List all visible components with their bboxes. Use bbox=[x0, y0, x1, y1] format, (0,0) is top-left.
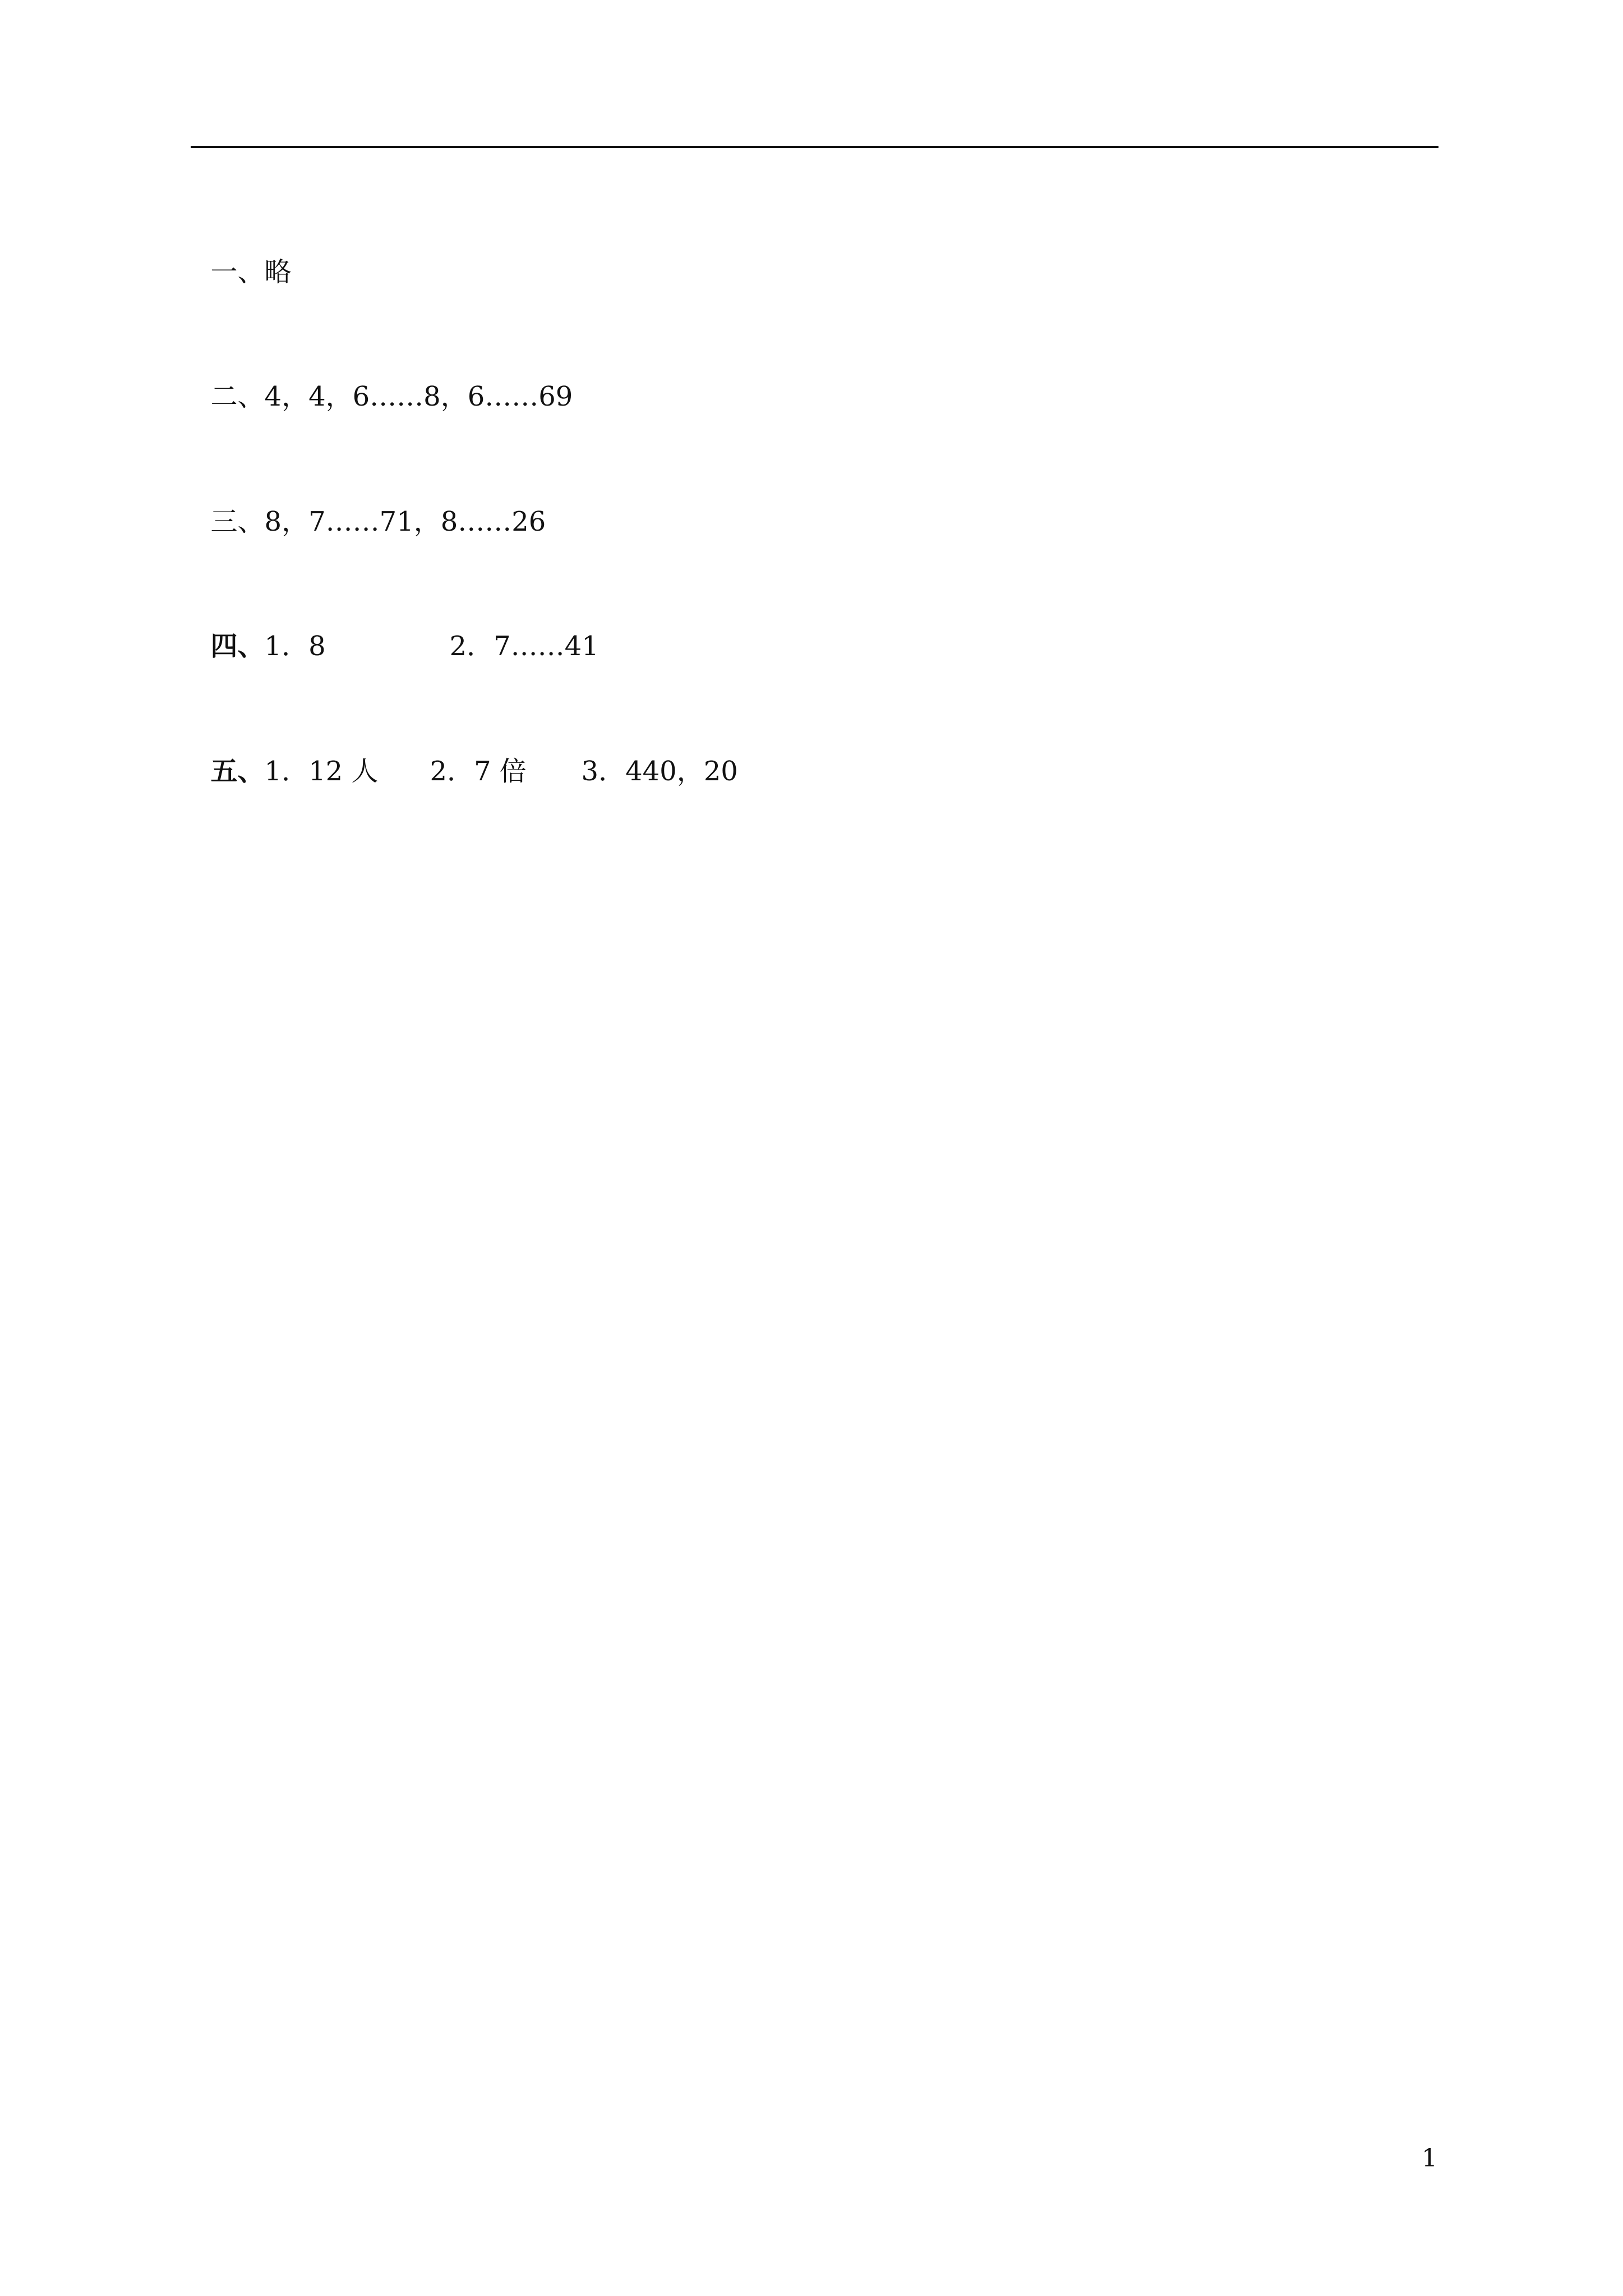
answer-5-item-3: 3．440，20 bbox=[581, 756, 738, 787]
answer-line-5 bbox=[193, 721, 738, 788]
answer-label-5: 五、 bbox=[210, 756, 265, 787]
answer-line-2 bbox=[193, 346, 573, 413]
answer-line-3 bbox=[193, 471, 546, 539]
answer-4-item-2: 2．7……41 bbox=[449, 631, 599, 662]
header-rule bbox=[191, 146, 1438, 148]
answer-content-1: 略 bbox=[264, 256, 292, 288]
page-number: 1 bbox=[1422, 2144, 1437, 2173]
answer-4-item-1: 1．8 bbox=[264, 631, 326, 662]
answer-label-2: 二、 bbox=[210, 381, 265, 412]
answer-line-4 bbox=[193, 596, 599, 663]
answer-label-4: 四、 bbox=[210, 631, 265, 662]
answer-5-item-1: 1．12 人 bbox=[264, 756, 379, 787]
answer-content-2: 4，4，6……8，6……69 bbox=[264, 381, 573, 412]
answer-label-3: 三、 bbox=[210, 506, 265, 537]
answer-line-1 bbox=[193, 222, 292, 289]
answer-5-item-2: 2．7 倍 bbox=[430, 756, 527, 787]
answer-label-1: 一、 bbox=[210, 256, 265, 288]
answer-content-3: 8，7……71，8……26 bbox=[264, 506, 546, 537]
